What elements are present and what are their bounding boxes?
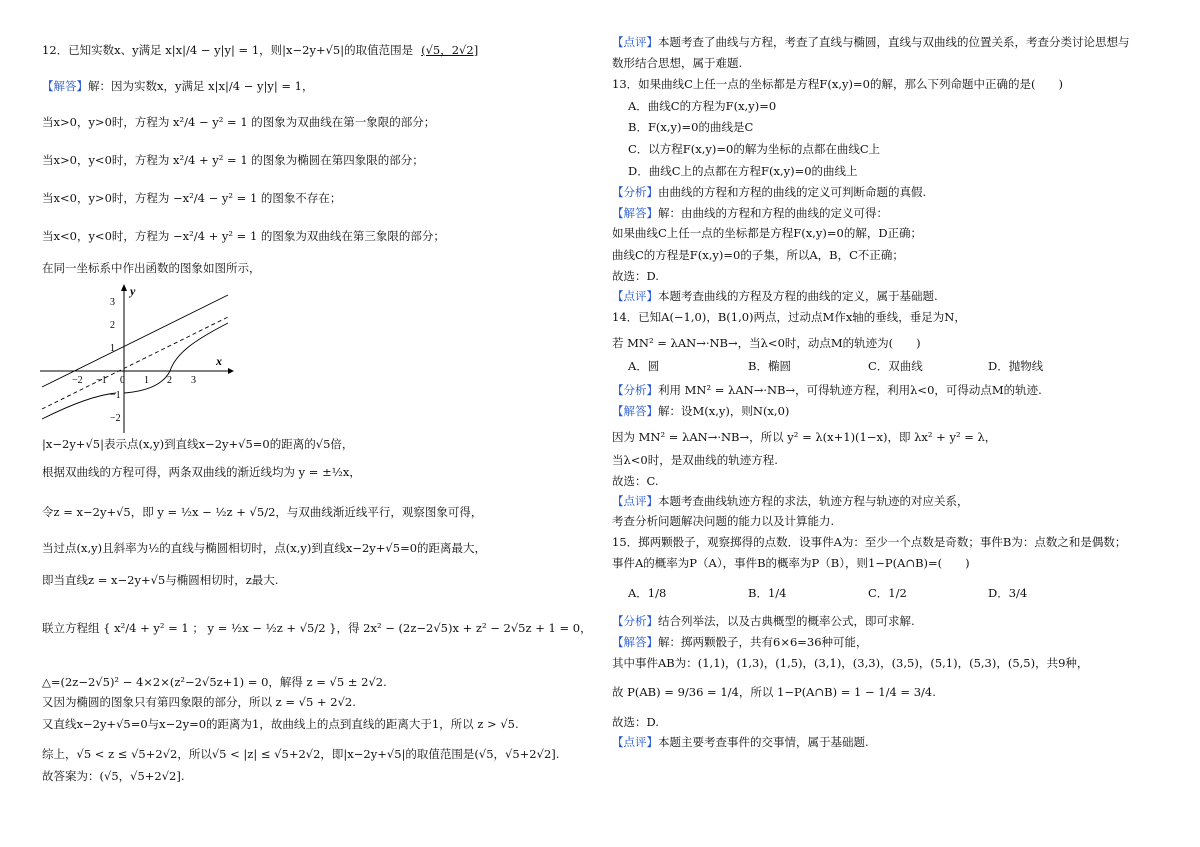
section-tag: 【点评】	[612, 735, 658, 749]
text-line	[42, 504, 482, 520]
line-text: 解：因为实数x，y满足 x|x|/4 − y|y| = 1，	[88, 79, 314, 93]
text-line	[612, 403, 789, 419]
text-line	[42, 694, 356, 710]
text-line	[612, 184, 926, 200]
text-line	[612, 493, 969, 509]
section-tag: 【点评】	[612, 494, 658, 508]
line-text: 解：设M(x,y)，则N(x,0)	[658, 404, 790, 418]
text-line	[612, 335, 921, 351]
text-line	[42, 260, 261, 276]
text-line	[612, 76, 1063, 92]
line-text: 故选：C.	[612, 474, 659, 488]
x-tick-label: 1	[144, 375, 149, 386]
line-text: 解：由曲线的方程和方程的曲线的定义可得：	[658, 206, 888, 220]
choice-option: C．1/2	[868, 586, 907, 600]
text-line	[612, 555, 970, 571]
text-line	[612, 534, 1126, 550]
text-line	[42, 78, 314, 94]
y-axis-label: y	[130, 284, 136, 298]
text-line	[612, 513, 834, 529]
text-line	[42, 768, 185, 784]
line-text: 因为 MN² = λAN→·NB→，所以 y² = λ(x+1)(1−x)，即 λx² + y² = λ，	[612, 430, 997, 444]
text-line	[612, 205, 888, 221]
line-text: 12．已知实数x、y满足 x|x|/4 − y|y| = 1，则|x−2y+√5|的取值范围是	[42, 43, 414, 57]
line-text: 又因为椭圆的图象只有第四象限的部分，所以 z = √5 + 2√2.	[42, 695, 356, 709]
text-line	[42, 540, 486, 556]
line-text: 令z = x−2y+√5，即 y = ½x − ½z + √5/2，与双曲线渐近线平行，观察图象可得，	[42, 505, 483, 519]
y-tick-label: −1	[110, 390, 121, 401]
line-text: 联立方程组 { x²/4 + y² = 1 ； y = ½x − ½z + √5/2 }，得 2x² − (2z−2√5)x + z² − 2√5z + 1 = 0，	[42, 621, 592, 635]
line-text: 本题主要考查事件的交事情，属于基础题.	[658, 735, 869, 749]
text-line	[42, 228, 445, 244]
choice-option: A．圆	[628, 359, 660, 373]
y-tick-label: −2	[110, 413, 121, 424]
line-text: 又直线x−2y+√5=0与x−2y=0的距离为1，故曲线上的点到直线的距离大于1，所以 z > √5.	[42, 717, 519, 731]
x-axis-label: x	[216, 354, 222, 368]
text-line	[628, 358, 1108, 374]
x-tick-label: 2	[167, 375, 172, 386]
choice-option: D．3/4	[988, 586, 1028, 600]
text-line	[628, 98, 776, 114]
line-text: A．曲线C的方程为F(x,y)=0	[628, 99, 777, 113]
text-line	[612, 288, 938, 304]
line-text: 在同一坐标系中作出函数的图象如图所示，	[42, 261, 261, 275]
x-tick-labels	[72, 375, 196, 386]
text-line	[612, 473, 659, 489]
line-text: 15．掷两颗骰子，观察掷得的点数．设事件A为：至少一个点数是奇数；事件B为：点数之和是偶数；	[612, 535, 1127, 549]
asymptote-solid	[42, 295, 228, 387]
text-line	[612, 714, 659, 730]
text-line	[42, 716, 519, 732]
text-line	[42, 114, 435, 130]
text-line	[42, 620, 592, 636]
line-text: 当x<0，y<0时，方程为 −x²/4 + y² = 1 的图象为双曲线在第三象限的部分；	[42, 229, 445, 243]
line-text: 本题考查了曲线与方程，考查了直线与椭圆，直线与双曲线的位置关系，考查分类讨论思想与	[658, 35, 1130, 49]
hyperbola-left	[42, 393, 116, 419]
line-text: 由曲线的方程和方程的曲线的定义可判断命题的真假.	[658, 185, 927, 199]
line-text: 当x>0，y>0时，方程为 x²/4 − y² = 1 的图象为双曲线在第一象限的部分；	[42, 115, 436, 129]
y-tick-label: 1	[110, 343, 115, 354]
line-text: △=(2z−2√5)² − 4×2×(z²−2√5z+1) = 0，解得 z = √5 ± 2√2.	[42, 675, 387, 689]
x-tick-label: −2	[72, 375, 83, 386]
text-line	[612, 655, 1088, 671]
text-line	[612, 613, 915, 629]
section-tag: 【点评】	[612, 289, 658, 303]
x-tick-label: 3	[191, 375, 196, 386]
line-text: 如果曲线C上任一点的坐标都是方程F(x,y)=0的解，D正确；	[612, 226, 923, 240]
line-text: 利用 MN² = λAN→·NB→，可得轨迹方程，利用λ<0，可得动点M的轨迹.	[658, 383, 1042, 397]
line-text: 故 P(AB) = 9/36 = 1/4，所以 1−P(A∩B) = 1 − 1/4 = 3/4.	[612, 685, 936, 699]
text-line	[612, 429, 996, 445]
text-line	[628, 141, 880, 157]
line-text: 综上，√5 < z ≤ √5+2√2，所以√5 < |z| ≤ √5+2√2，即|x−2y+√5|的取值范围是(√5，√5+2√2].	[42, 747, 560, 761]
line-text: 其中事件AB为：(1,1)，(1,3)，(1,5)，(3,1)，(3,3)，(3,5)，(5,1)，(5,3)，(5,5)，共9种，	[612, 656, 1089, 670]
line-text: 当x>0，y<0时，方程为 x²/4 + y² = 1 的图象为椭圆在第四象限的部分；	[42, 153, 424, 167]
section-tag: 【解答】	[612, 404, 658, 418]
text-line	[42, 674, 387, 690]
text-line	[612, 634, 868, 650]
line-text: 故选：D.	[612, 269, 659, 283]
line-text: 13．如果曲线C上任一点的坐标都是方程F(x,y)=0的解，那么下列命题中正确的是( )	[612, 77, 1063, 91]
text-line	[42, 42, 478, 58]
line-text: 本题考查曲线轨迹方程的求法，轨迹方程与轨迹的对应关系，	[658, 494, 969, 508]
text-line	[612, 55, 742, 71]
line-text: |x−2y+√5|表示点(x,y)到直线x−2y+√5=0的距离的√5倍，	[42, 437, 354, 451]
section-tag: 【解答】	[612, 635, 658, 649]
section-tag: 【点评】	[612, 35, 658, 49]
choice-option: D．抛物线	[988, 359, 1044, 373]
section-tag: 【解答】	[612, 206, 658, 220]
line-text: 当过点(x,y)且斜率为½的直线与椭圆相切时，点(x,y)到直线x−2y+√5=0的距离最大，	[42, 541, 487, 555]
choice-option: B．1/4	[748, 586, 787, 600]
text-line	[628, 119, 753, 135]
line-text: 当x<0，y>0时，方程为 −x²/4 − y² = 1 的图象不存在；	[42, 191, 342, 205]
line-text: 曲线C的方程是F(x,y)=0的子集，所以A，B，C不正确；	[612, 248, 904, 262]
line-text: 考查分析问题解决问题的能力以及计算能力.	[612, 514, 835, 528]
line-text: 若 MN² = λAN→·NB→，当λ<0时，动点M的轨迹为( )	[612, 336, 921, 350]
line-text: 故答案为：(√5，√5+2√2].	[42, 769, 185, 783]
text-line	[42, 572, 278, 588]
answer-blank: (√5，2√2]	[421, 43, 479, 57]
y-tick-labels	[110, 297, 121, 424]
line-text: B．F(x,y)=0的曲线是C	[628, 120, 754, 134]
line-text: C．以方程F(x,y)=0的解为坐标的点都在曲线C上	[628, 142, 881, 156]
x-axis-arrow	[228, 368, 234, 374]
line-text: D．曲线C上的点都在方程F(x,y)=0的曲线上	[628, 164, 858, 178]
text-line	[42, 464, 361, 480]
choice-option: C．双曲线	[868, 359, 923, 373]
text-line	[612, 268, 659, 284]
text-line	[612, 309, 966, 325]
text-line	[42, 190, 341, 206]
text-line	[612, 684, 936, 700]
line-text: 故选：D.	[612, 715, 659, 729]
x-tick-label: 0	[120, 375, 125, 386]
choice-option: B．椭圆	[748, 359, 791, 373]
line-text: 本题考查曲线的方程及方程的曲线的定义，属于基础题.	[658, 289, 938, 303]
function-graph	[40, 283, 235, 433]
text-line	[612, 225, 922, 241]
y-tick-label: 3	[110, 297, 115, 308]
text-line	[628, 585, 1108, 601]
line-text: 当λ<0时，是双曲线的轨迹方程.	[612, 453, 778, 467]
text-line	[42, 152, 424, 168]
choice-option: A．1/8	[628, 586, 667, 600]
line-text: 事件A的概率为P（A），事件B的概率为P（B），则1−P(A∩B)=( )	[612, 556, 970, 570]
text-line	[42, 436, 353, 452]
section-tag: 【分析】	[612, 614, 658, 628]
text-line	[612, 734, 869, 750]
y-tick-label: 2	[110, 320, 115, 331]
line-text: 即当直线z = x−2y+√5与椭圆相切时，z最大.	[42, 573, 279, 587]
asymptote-dashed	[42, 317, 228, 409]
section-tag: 【解答】	[42, 79, 88, 93]
text-line	[612, 452, 778, 468]
text-line	[628, 163, 858, 179]
x-tick-label: −1	[96, 375, 107, 386]
line-text: 结合列举法，以及古典概型的概率公式，即可求解.	[658, 614, 915, 628]
line-text: 数形结合思想，属于难题.	[612, 56, 743, 70]
text-line	[612, 382, 1042, 398]
line-text: 14．已知A(−1,0)，B(1,0)两点，过动点M作x轴的垂线，垂足为N，	[612, 310, 966, 324]
y-axis-arrow	[121, 284, 127, 291]
text-line	[42, 746, 559, 762]
text-line	[612, 34, 1130, 50]
text-line	[612, 247, 904, 263]
section-tag: 【分析】	[612, 383, 658, 397]
line-text: 解：掷两颗骰子，共有6×6=36种可能，	[658, 635, 868, 649]
section-tag: 【分析】	[612, 185, 658, 199]
line-text: 根据双曲线的方程可得，两条双曲线的渐近线均为 y = ±½x，	[42, 465, 361, 479]
